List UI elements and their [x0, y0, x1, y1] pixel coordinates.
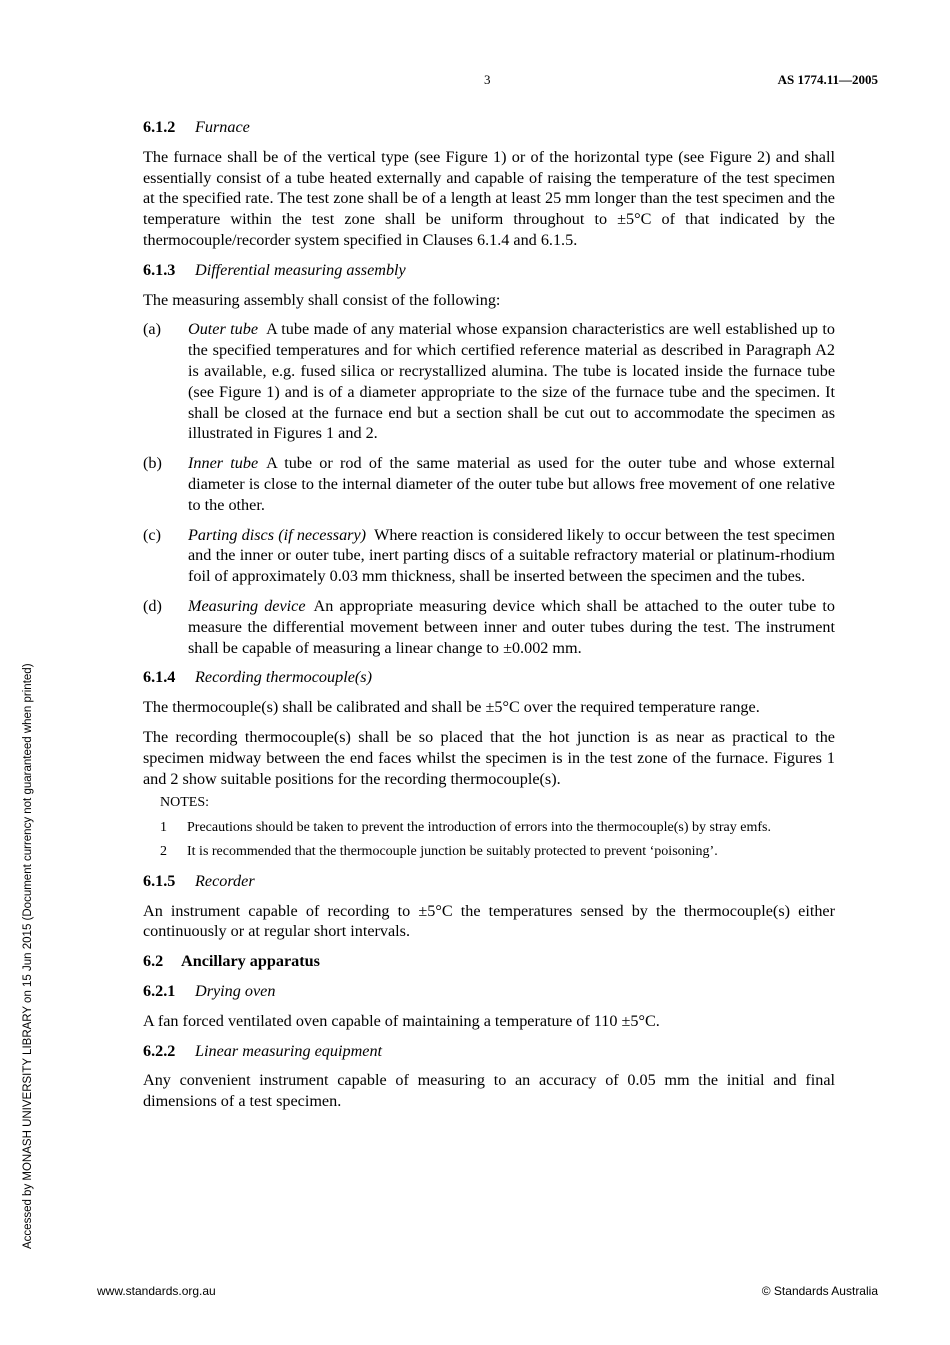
heading-6-2-1 — [143, 981, 835, 1002]
list-item-b — [143, 453, 835, 515]
heading-title: Furnace — [195, 118, 250, 136]
standard-designation: AS 1774.11—2005 — [777, 72, 878, 87]
heading-number: 6.1.3 — [143, 260, 176, 279]
heading-title: Recorder — [195, 871, 255, 890]
list-label: (c) — [143, 525, 161, 544]
heading-number: 6.2.1 — [143, 982, 176, 1000]
note-label: 1 — [160, 819, 167, 835]
list-item-a — [143, 319, 835, 444]
heading-6-1-3 — [143, 260, 835, 281]
note-text: Precautions should be taken to prevent the introduction of errors into the thermocouple(s) by stray emfs. — [187, 819, 771, 835]
list-label: (b) — [143, 454, 162, 473]
footer-website-link[interactable]: www.standards.org.au — [97, 1284, 216, 1298]
heading-title: Recording thermocouple(s) — [195, 668, 372, 687]
list-item-c — [143, 525, 835, 587]
heading-6-1-2 — [143, 117, 835, 138]
heading-6-2 — [143, 951, 835, 972]
notes-block — [160, 793, 835, 862]
list-label: (a) — [143, 320, 161, 339]
list-label: (d) — [143, 596, 162, 615]
heading-number: 6.1.2 — [143, 118, 176, 136]
list-text: A tube or rod of the same material as used for the outer tube and whose external diameter is close to the internal diameter of the outer tube but allows free movement of one relative to the other. — [188, 454, 835, 514]
heading-number: 6.2 — [143, 952, 164, 971]
list-text: An appropriate measuring device which shall be attached to the outer tube to measure the differential movement between inner and outer tubes during the test. The instrument shall be capable of measuring a linear change to ±0.002 mm. — [188, 596, 835, 657]
paragraph: The thermocouple(s) shall be calibrated and shall be ±5°C over the required temperature range. — [143, 698, 760, 717]
document-body — [143, 117, 835, 1121]
heading-6-1-4 — [143, 667, 835, 688]
paragraph: The furnace shall be of the vertical type (see Figure 1) or of the horizontal type (see Figure 2) and shall essentially consist of a tube heated externally and capable of raising the temperature of the test specimen at the specified rate. The test zone shall be of a length at least 25 mm longer than the test specimen and the temperature within the test zone shall be uniform throughout to ±5°C of that indicated by the thermocouple/recorder system specified in Clauses 6.1.4 and 6.1.5. — [143, 147, 835, 249]
heading-6-1-5 — [143, 871, 835, 892]
list-item-d — [143, 596, 835, 658]
list-term: Parting discs (if necessary) — [188, 525, 367, 544]
heading-title: Differential measuring assembly — [195, 260, 406, 279]
heading-number: 6.1.5 — [143, 871, 176, 890]
heading-title: Linear measuring equipment — [195, 1041, 383, 1060]
notes-heading: NOTES: — [160, 795, 209, 811]
footer-copyright: © Standards Australia — [761, 1284, 878, 1298]
note-item — [160, 818, 835, 838]
paragraph: The recording thermocouple(s) shall be so placed that the hot junction is as near as practical to the specimen midway between the end faces whilst the specimen is in the test zone of the furnace. Figures 1 and 2 show suitable positions for the recording thermocouple(s). — [143, 727, 835, 788]
list-term: Inner tube — [188, 454, 259, 473]
paragraph: Any convenient instrument capable of measuring to an accuracy of 0.05 mm the initial and final dimensions of a test specimen. — [143, 1071, 835, 1111]
paragraph: An instrument capable of recording to ±5°C the temperatures sensed by the thermocouple(s) either continuously or at regular short intervals. — [143, 901, 835, 941]
note-label: 2 — [160, 844, 167, 860]
note-item — [160, 842, 835, 862]
paragraph: The measuring assembly shall consist of the following: — [143, 290, 501, 309]
heading-number: 6.2.2 — [143, 1041, 176, 1060]
page-number: 3 — [484, 72, 491, 87]
heading-title: Drying oven — [195, 982, 276, 1000]
heading-6-2-2 — [143, 1041, 835, 1062]
access-side-note: Accessed by MONASH UNIVERSITY LIBRARY on 15 Jun 2015 (Document currency not guaranteed when printed) — [22, 663, 34, 1249]
list-term: Outer tube — [188, 320, 259, 339]
list-text: A tube made of any material whose expansion characteristics are well established up to the specified temperatures and for which certified reference material as described in Paragraph A2 is available, e.g. fused silica or recrystallized alumina. The tube is located inside the furnace tube (see Figure 1) and is of a diameter appropriate to the size of the furnace tube and the specimen. It shall be closed at the furnace end but a section shall be cut out to accommodate the specimen as illustrated in Figures 1 and 2. — [188, 320, 835, 443]
note-text: It is recommended that the thermocouple junction be suitably protected to prevent ‘poisoning’. — [187, 844, 718, 860]
list-text: Where reaction is considered likely to occur between the test specimen and the inner or outer tube, inert parting discs of a suitable refractory material or platinum-rhodium foil of approximately 0.03 mm thickness, shall be inserted between the specimen and the tubes. — [188, 525, 835, 586]
list-term: Measuring device — [188, 596, 306, 615]
paragraph: A fan forced ventilated oven capable of maintaining a temperature of 110 ±5°C. — [143, 1011, 660, 1030]
heading-number: 6.1.4 — [143, 668, 176, 687]
heading-title: Ancillary apparatus — [181, 952, 320, 971]
